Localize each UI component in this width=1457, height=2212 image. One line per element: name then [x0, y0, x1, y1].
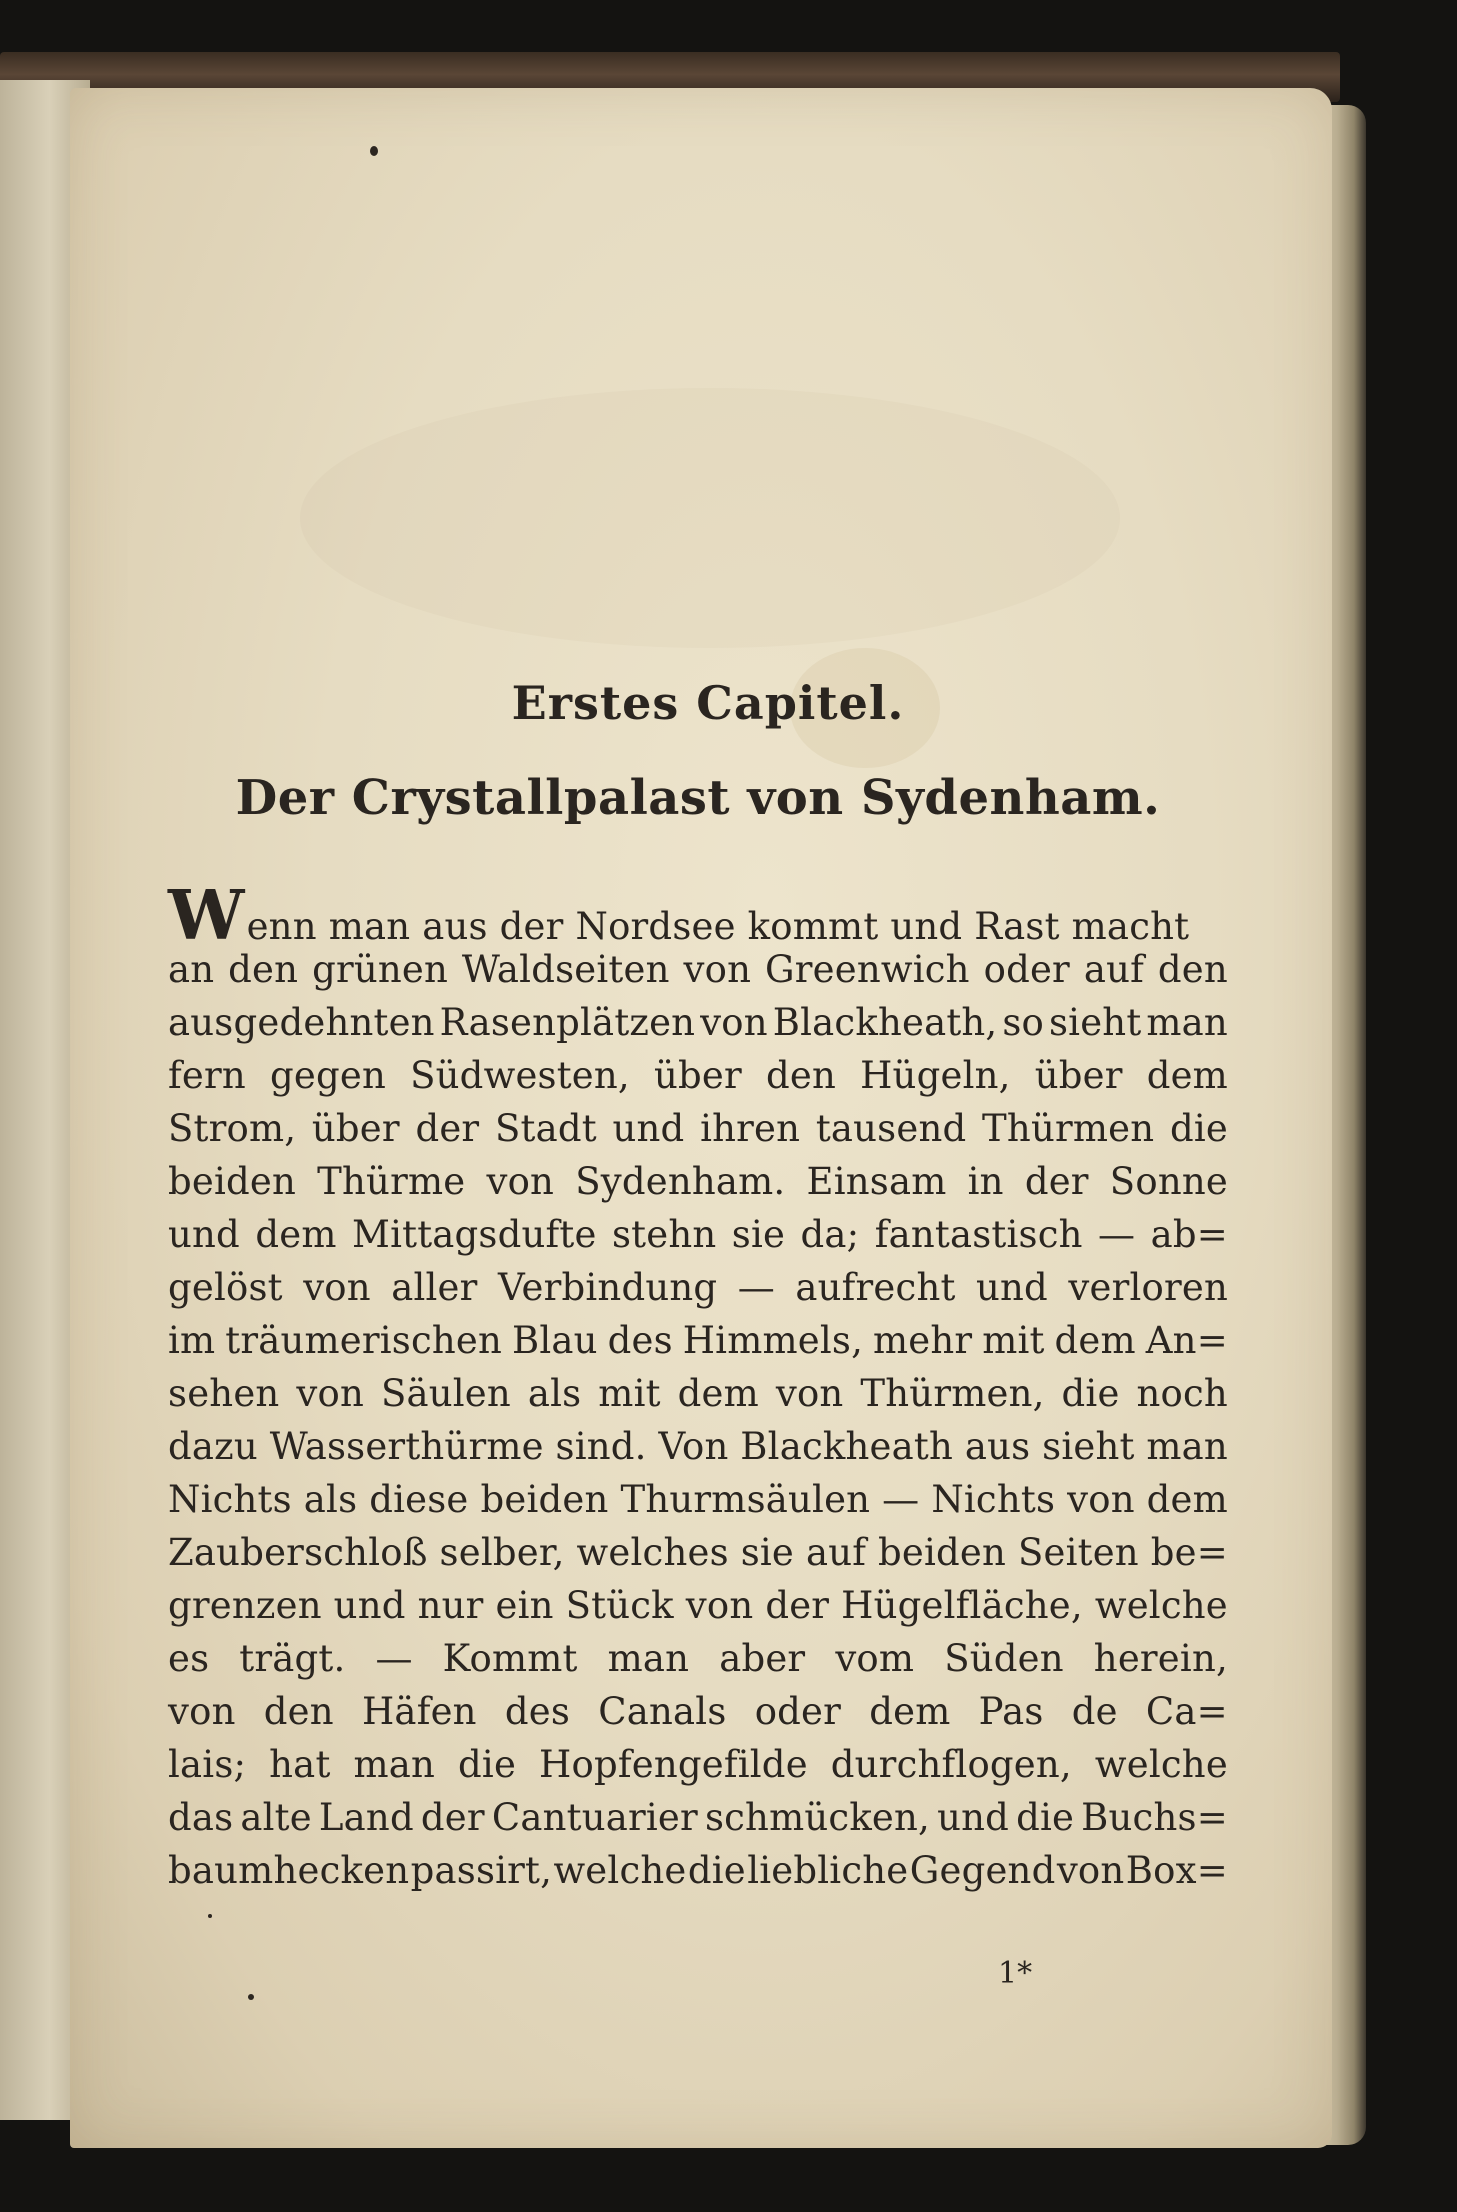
word: Himmels,: [682, 1319, 864, 1362]
word: mit: [598, 1372, 661, 1415]
word: stehn: [611, 1213, 717, 1256]
word: das: [168, 1796, 234, 1839]
word: trägt.: [239, 1637, 346, 1680]
word: und: [937, 1796, 1010, 1839]
text-line: [168, 943, 1228, 996]
word: und: [333, 1584, 406, 1627]
word: Nichts: [168, 1478, 292, 1521]
word: von: [168, 1690, 236, 1733]
word: nur: [417, 1584, 484, 1627]
word: der: [415, 1107, 480, 1150]
word: welches: [576, 1531, 729, 1574]
word: sehen: [168, 1372, 280, 1415]
text-line: [168, 1473, 1228, 1526]
text-line: [168, 1155, 1228, 1208]
word: be=: [1150, 1531, 1228, 1574]
word: aufrecht: [795, 1266, 956, 1309]
word: von: [1067, 1478, 1135, 1521]
word: vom: [835, 1637, 915, 1680]
word: Einsam: [806, 1160, 947, 1203]
word: ihren: [700, 1107, 801, 1150]
text-line: [168, 1579, 1228, 1632]
word: beiden: [168, 1160, 297, 1203]
word: Strom,: [168, 1107, 297, 1150]
word: —: [375, 1637, 413, 1680]
word: Thurmsäulen: [620, 1478, 871, 1521]
word: hat: [269, 1743, 331, 1786]
word: Süden: [944, 1637, 1064, 1680]
word: von: [486, 1160, 555, 1203]
word: in: [967, 1160, 1004, 1203]
word: sieht: [1048, 1001, 1142, 1044]
word: Pas: [978, 1690, 1044, 1733]
word: der: [1024, 1160, 1089, 1203]
word: den: [228, 948, 299, 991]
word: des: [607, 1319, 673, 1362]
word: und: [168, 1213, 240, 1256]
text-line: [168, 1685, 1228, 1738]
word: lais;: [168, 1743, 247, 1786]
word: man: [1146, 1425, 1228, 1468]
word: den: [263, 1690, 334, 1733]
word: gegen: [270, 1054, 387, 1097]
word: Zauberschloß: [168, 1531, 428, 1574]
text-line: [168, 1049, 1228, 1102]
word: so: [1002, 1001, 1045, 1044]
word: welche: [1094, 1743, 1228, 1786]
word: von: [700, 1001, 768, 1044]
word: der: [420, 1796, 485, 1839]
text-line: [168, 876, 1228, 956]
word: der: [765, 1584, 830, 1627]
word: herein,: [1093, 1637, 1228, 1680]
word: dem: [1146, 1478, 1228, 1521]
word: aber: [719, 1637, 806, 1680]
word: Säulen: [380, 1372, 511, 1415]
word: auf: [805, 1531, 867, 1574]
word: dem: [1054, 1319, 1136, 1362]
word: Seiten: [1017, 1531, 1139, 1574]
chapter-title: Der Crystallpalast von Sydenham.: [235, 770, 1161, 826]
word: die: [1016, 1796, 1075, 1839]
word: grenzen: [168, 1584, 322, 1627]
word: Häfen: [361, 1690, 477, 1733]
word: Ca=: [1145, 1690, 1228, 1733]
word: den: [1157, 948, 1228, 991]
word: Box=: [1125, 1849, 1228, 1892]
word: durchflogen,: [830, 1743, 1072, 1786]
word: von: [1056, 1849, 1125, 1892]
word: die: [1061, 1372, 1120, 1415]
word: de: [1071, 1690, 1118, 1733]
text-line: [168, 1791, 1228, 1844]
word: Sydenham.: [575, 1160, 786, 1203]
word: diese: [369, 1478, 469, 1521]
text-line: [168, 1261, 1228, 1314]
word: über: [311, 1107, 400, 1150]
word: ein: [495, 1584, 554, 1627]
word: beiden: [480, 1478, 609, 1521]
word: es: [168, 1637, 210, 1680]
body-paragraph: [168, 876, 1228, 1897]
chapter-label: Erstes Capitel.: [511, 676, 905, 730]
word: von: [303, 1266, 371, 1309]
word: im: [168, 1319, 216, 1362]
word: —: [1098, 1213, 1136, 1256]
word: fantastisch: [874, 1213, 1083, 1256]
word: Hopfengefilde: [539, 1743, 808, 1786]
word: Von: [658, 1425, 729, 1468]
text-line: [168, 1526, 1228, 1579]
word: Buchs=: [1081, 1796, 1228, 1839]
word: liebliche: [747, 1849, 909, 1892]
word: von: [683, 948, 752, 991]
word: sie: [740, 1531, 795, 1574]
word: von: [296, 1372, 364, 1415]
ink-speck: [370, 146, 378, 156]
text-line: [168, 1632, 1228, 1685]
word: Mittagsdufte: [352, 1213, 597, 1256]
word: oder: [983, 948, 1070, 991]
word: Thürme: [317, 1160, 466, 1203]
word: Rasenplätzen: [439, 1001, 696, 1044]
word: ab=: [1150, 1213, 1228, 1256]
word: verloren: [1068, 1266, 1228, 1309]
word: fern: [168, 1054, 246, 1097]
word: als: [527, 1372, 582, 1415]
text-line: [168, 1208, 1228, 1261]
text-line-content: enn man aus der Nordsee kommt und Rast macht: [246, 905, 1190, 948]
word: Stück: [565, 1584, 674, 1627]
word: und: [612, 1107, 685, 1150]
word: da;: [800, 1213, 860, 1256]
word: Blackheath,: [772, 1001, 998, 1044]
ink-speck: [208, 1914, 212, 1918]
word: von: [775, 1372, 844, 1415]
word: Blackheath: [740, 1425, 954, 1468]
word: Blau: [511, 1319, 598, 1362]
text-line: [168, 996, 1228, 1049]
word: Thürmen: [982, 1107, 1155, 1150]
word: Waldseiten: [461, 948, 670, 991]
word: Stadt: [494, 1107, 597, 1150]
word: träumerischen: [225, 1319, 503, 1362]
word: Gegend: [909, 1849, 1056, 1892]
word: beiden: [878, 1531, 1007, 1574]
word: mehr: [873, 1319, 973, 1362]
word: grünen: [312, 948, 449, 991]
word: als: [303, 1478, 358, 1521]
word: —: [737, 1266, 775, 1309]
text-line: [168, 1844, 1228, 1897]
word: über: [653, 1054, 742, 1097]
signature-mark: 1*: [998, 1956, 1033, 1991]
word: sind.: [555, 1425, 647, 1468]
word: die: [687, 1849, 746, 1892]
text-line: [168, 1367, 1228, 1420]
word: die: [1169, 1107, 1228, 1150]
word: Canals: [598, 1690, 727, 1733]
word: dem: [677, 1372, 759, 1415]
word: mit: [982, 1319, 1045, 1362]
text-line: [168, 1314, 1228, 1367]
word: dem: [255, 1213, 337, 1256]
text-line: [168, 1420, 1228, 1473]
text-line: [168, 1102, 1228, 1155]
word: man: [1146, 1001, 1228, 1044]
word: man: [607, 1637, 690, 1680]
drop-initial: W: [168, 876, 245, 956]
word: —: [882, 1478, 920, 1521]
word: oder: [754, 1690, 842, 1733]
word: des: [504, 1690, 571, 1733]
word: passirt,: [410, 1849, 553, 1892]
word: man: [353, 1743, 436, 1786]
word: Greenwich: [764, 948, 970, 991]
word: schmücken,: [704, 1796, 931, 1839]
word: welche: [1094, 1584, 1228, 1627]
word: baumhecken: [168, 1849, 410, 1892]
word: Kommt: [442, 1637, 578, 1680]
word: Land: [318, 1796, 414, 1839]
word: Thürmen,: [860, 1372, 1045, 1415]
word: selber,: [439, 1531, 565, 1574]
word: dazu: [168, 1425, 258, 1468]
text-line: [168, 1738, 1228, 1791]
word: Nichts: [931, 1478, 1056, 1521]
word: Hügeln,: [860, 1054, 1011, 1097]
word: sieht: [1042, 1425, 1135, 1468]
word: und: [975, 1266, 1048, 1309]
word: von: [685, 1584, 754, 1627]
word: tausend: [815, 1107, 967, 1150]
word: die: [458, 1743, 517, 1786]
word: an: [168, 948, 215, 991]
word: auf: [1083, 948, 1145, 991]
word: dem: [1146, 1054, 1228, 1097]
word: dem: [869, 1690, 951, 1733]
ink-speck: [248, 1994, 254, 2000]
word: Wasserthürme: [269, 1425, 544, 1468]
word: aus: [964, 1425, 1031, 1468]
paper-stain: [300, 388, 1120, 648]
word: Cantuarier: [491, 1796, 698, 1839]
word: An=: [1145, 1319, 1228, 1362]
word: alte: [240, 1796, 312, 1839]
word: gelöst: [168, 1266, 283, 1309]
word: Südwesten,: [410, 1054, 630, 1097]
word: aller: [391, 1266, 478, 1309]
word: ausgedehnten: [168, 1001, 435, 1044]
word: über: [1034, 1054, 1123, 1097]
word: noch: [1136, 1372, 1228, 1415]
word: sie: [731, 1213, 786, 1256]
page-text: [168, 640, 1228, 1897]
word: Hügelfläche,: [841, 1584, 1083, 1627]
word: Sonne: [1109, 1160, 1228, 1203]
word: welche: [553, 1849, 687, 1892]
word: den: [765, 1054, 836, 1097]
word: Verbindung: [497, 1266, 718, 1309]
